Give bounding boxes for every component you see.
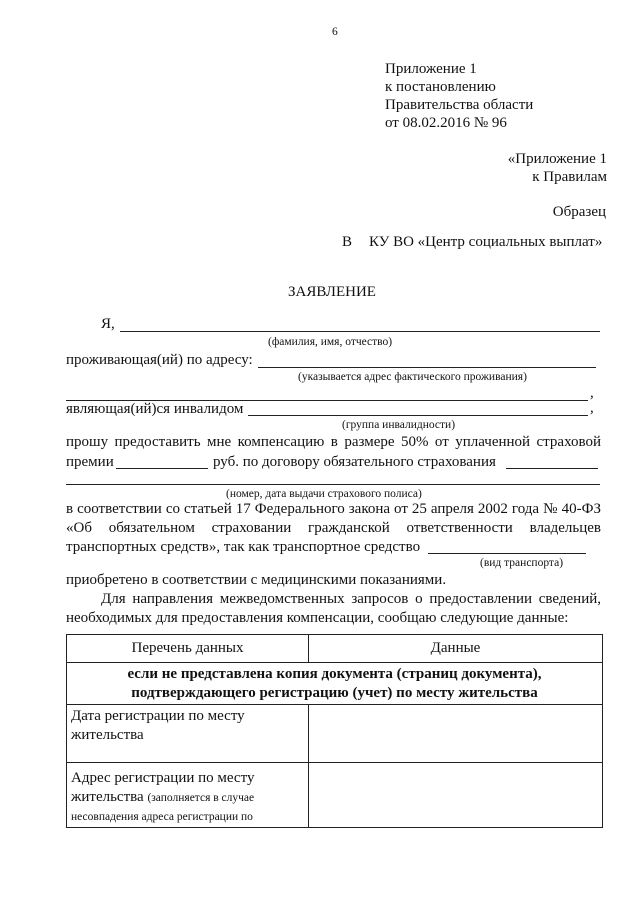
law-line: транспортных средств», так как транспортное средство <box>66 539 421 555</box>
interagency-line: необходимых для предоставления компенсации, сообщаю следующие данные: <box>66 610 569 626</box>
contract-field[interactable] <box>506 468 598 469</box>
addressee-prefix: В <box>342 234 353 250</box>
transport-type-field[interactable] <box>428 553 586 554</box>
premium-label: премии <box>66 454 114 470</box>
comma: , <box>590 385 594 401</box>
row-label-line <box>71 788 304 808</box>
data-table <box>66 634 603 828</box>
section-line: если не представлена копия документа (страниц документа), <box>127 665 542 682</box>
disability-group-field[interactable] <box>248 415 588 416</box>
table-header: Данные <box>309 635 603 663</box>
section-line: подтверждающего регистрацию (учет) по месту жительства <box>131 684 538 701</box>
rules-appendix-line: к Правилам <box>532 169 607 185</box>
table-row <box>67 763 603 828</box>
transport-hint: (вид транспорта) <box>480 557 564 569</box>
row-label-line: Дата регистрации по месту <box>71 708 245 724</box>
law-line: «Об обязательном страховании гражданской ответственности владельцев <box>66 520 601 536</box>
group-hint: (группа инвалидности) <box>342 419 456 431</box>
premium-amount-field[interactable] <box>116 468 208 469</box>
table-header-row <box>67 635 603 663</box>
table-row-label <box>67 763 309 828</box>
request-line: прошу предоставить мне компенсацию в размере 50% от уплаченной страховой <box>66 434 601 450</box>
registration-date-input[interactable] <box>309 705 603 763</box>
policy-field[interactable] <box>66 484 600 485</box>
appendix-line: Правительства области <box>385 97 534 113</box>
interagency-line: Для направления межведомственных запросов о предоставлении сведений, <box>101 591 601 607</box>
i-label: Я, <box>101 316 115 332</box>
fio-hint: (фамилия, имя, отчество) <box>268 336 393 348</box>
law-line: в соответствии со статьей 17 Федерального закона от 25 апреля 2002 года № 40-ФЗ <box>66 501 601 517</box>
disabled-label: являющая(ий)ся инвалидом <box>66 401 244 417</box>
page-number: 6 <box>332 26 338 38</box>
table-row-label <box>67 705 309 763</box>
table-header: Перечень данных <box>67 635 309 663</box>
appendix-line: к постановлению <box>385 79 496 95</box>
row-label-line: Адрес регистрации по месту <box>71 770 255 786</box>
policy-hint: (номер, дата выдачи страхового полиса) <box>226 488 422 500</box>
fio-field[interactable] <box>120 331 600 332</box>
address-label: проживающая(ий) по адресу: <box>66 352 253 368</box>
table-row <box>67 705 603 763</box>
row-label-note: (заполняется в случае <box>147 792 255 804</box>
address-field[interactable] <box>258 367 596 368</box>
table-section-heading <box>67 663 603 705</box>
appendix-line: от 08.02.2016 № 96 <box>385 115 507 131</box>
rules-appendix-line: «Приложение 1 <box>507 151 607 167</box>
appendix-line: Приложение 1 <box>385 61 477 77</box>
registration-address-input[interactable] <box>309 763 603 828</box>
acquired-line: приобретено в соответствии с медицинскими показаниями. <box>66 572 447 588</box>
row-label-line: жительства <box>71 727 144 743</box>
sample-label: Образец <box>552 204 606 220</box>
row-label-note: несовпадения адреса регистрации по <box>71 811 253 823</box>
document-title: ЗАЯВЛЕНИЕ <box>288 284 376 300</box>
rub-label: руб. по договору обязательного страхования <box>213 454 496 470</box>
comma: , <box>590 400 594 416</box>
addressee-org: КУ ВО «Центр социальных выплат» <box>369 234 603 250</box>
table-section-row <box>67 663 603 705</box>
address-hint: (указывается адрес фактического проживания) <box>298 371 527 383</box>
row-label-text: жительства <box>71 789 144 805</box>
